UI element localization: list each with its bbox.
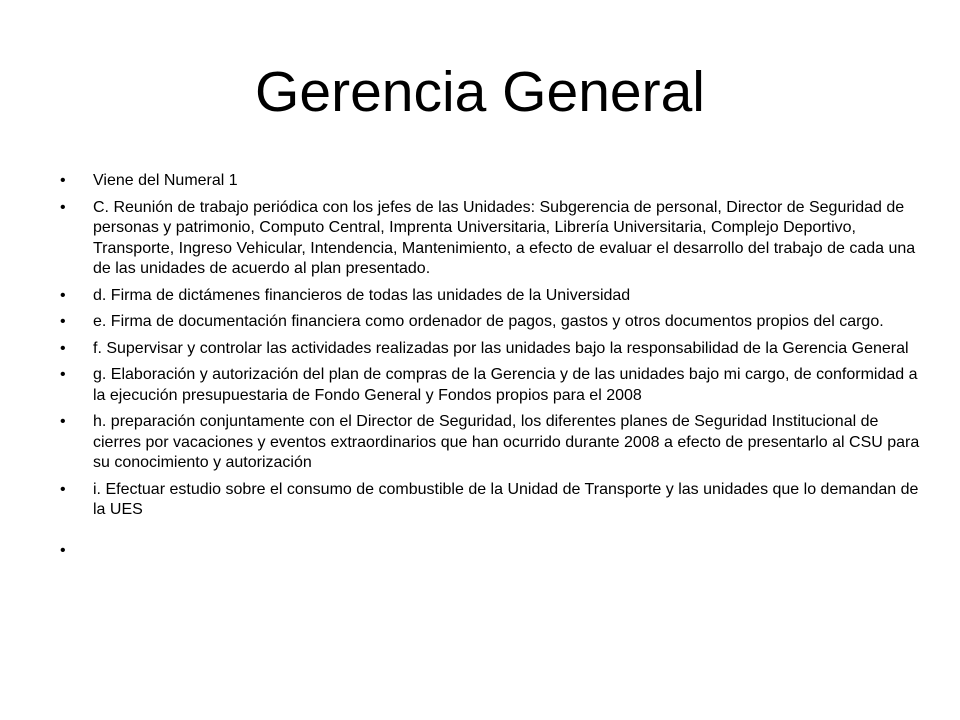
bullet-item [60,312,920,333]
bullet-marker: • [60,339,66,357]
bullet-text: e. Firma de documentación financiera como ordenador de pagos, gastos y otros documentos propios del cargo. [93,313,884,330]
bullet-text: f. Supervisar y controlar las actividades realizadas por las unidades bajo la responsabilidad de la Gerencia General [93,339,909,357]
bullet-item [60,365,920,406]
bullet-marker: • [60,366,66,383]
bullet-marker: • [60,198,66,216]
bullet-item [60,198,920,280]
bullet-text: h. preparación conjuntamente con el Director de Seguridad, los diferentes planes de Seguridad Institucional de cierres por vacaciones y eventos extraordinarios que han ocurrido durante 2008 a efecto de presentarlo al CSU para su conocimiento y autorización [93,413,920,471]
bullet-text: Viene del Numeral 1 [93,172,238,189]
bullet-text: d. Firma de dictámenes financieros de todas las unidades de la Universidad [93,286,631,304]
bullet-item [60,339,920,360]
slide-title: Gerencia General [255,60,705,124]
bullet-marker: • [60,172,66,189]
bullet-item [60,286,920,307]
bullet-text: i. Efectuar estudio sobre el consumo de combustible de la Unidad de Transporte y las unidades que lo demandan de la UES [93,480,919,518]
bullet-marker: • [60,541,66,559]
bullet-item [60,412,920,474]
bullet-marker: • [60,313,66,330]
bullet-text: C. Reunión de trabajo periódica con los jefes de las Unidades: Subgerencia de personal, Director de Seguridad de personas y patrimonio, Computo Central, Imprenta Universitaria, Librería Universitaria, Complejo Deportivo, Transporte, Ingreso Vehicular, Intendencia, Mantenimiento, a efecto de evaluar el desarrollo del trabajo de cada una de las unidades de acuerdo al plan presentado. [93,198,916,277]
bullet-item-empty [60,541,920,562]
bullet-item [60,171,920,192]
bullet-marker: • [60,480,66,498]
bullet-marker: • [60,286,66,304]
bullet-item [60,480,920,521]
bullet-marker: • [60,413,66,430]
bullet-list [60,171,920,567]
bullet-text: g. Elaboración y autorización del plan de compras de la Gerencia y de las unidades bajo mi cargo, de conformidad a la ejecución presupuestaria de Fondo General y Fondos propios para el 2008 [93,366,918,404]
